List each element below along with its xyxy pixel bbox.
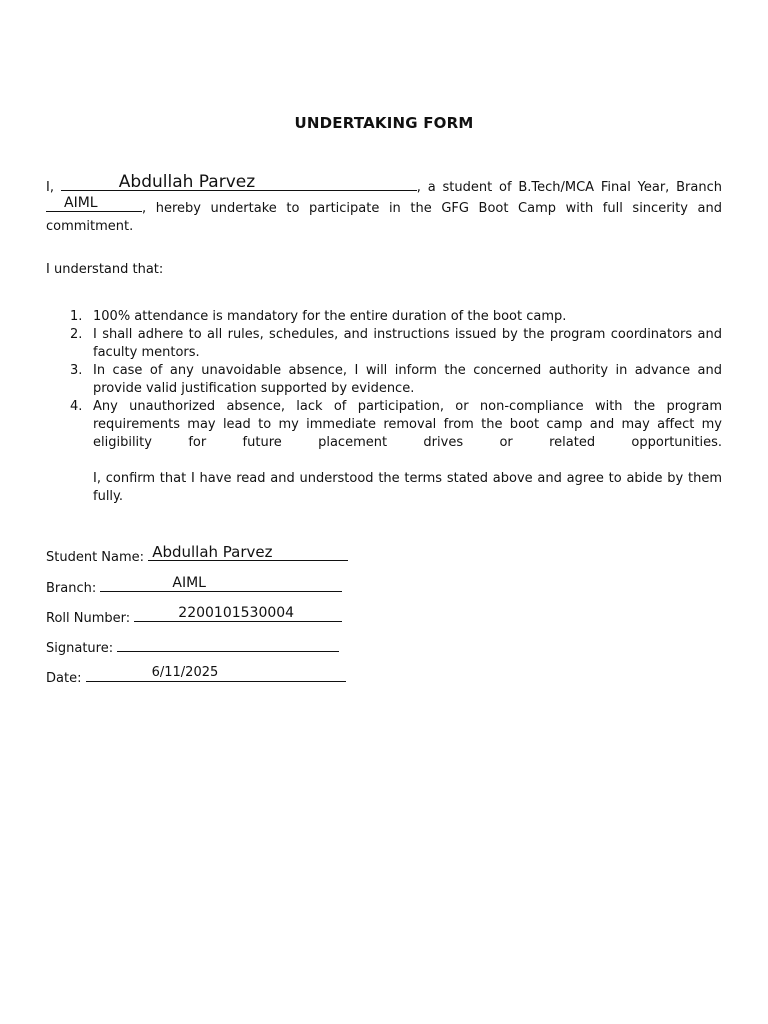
student-name-field[interactable] [148,543,348,561]
intro-paragraph [46,172,722,236]
confirmation-statement: I, confirm that I have read and understood the terms stated above and agree to abide by them fully. [93,471,722,504]
condition-number: 2. [70,327,83,342]
intro-name-blank[interactable] [61,172,417,192]
form-title: UNDERTAKING FORM [294,114,474,132]
condition-item [46,362,722,398]
condition-item [46,326,722,362]
understand-heading: I understand that: [46,262,164,277]
condition-item [46,308,722,326]
branch-field[interactable] [100,577,342,592]
date-value: 6/11/2025 [151,665,219,680]
intro-branch-label: Branch [676,180,722,195]
branch-row [46,577,342,595]
intro-after-name: , a student of B.Tech/MCA Final Year, [416,180,670,195]
signature-row [46,637,339,655]
intro-name-value: Abdullah Parvez [118,172,256,192]
condition-text: I shall adhere to all rules, schedules, and instructions issued by the program coordinators and faculty mentors. [93,327,722,360]
condition-number: 1. [70,309,83,324]
date-row [46,667,346,685]
roll-number-row [46,607,342,625]
signature-field[interactable] [117,637,339,652]
date-label: Date: [46,671,82,686]
student-name-label: Student Name: [46,550,145,565]
roll-number-field[interactable] [134,607,342,622]
student-name-value: Abdullah Parvez [152,543,273,561]
condition-text: 100% attendance is mandatory for the entire duration of the boot camp. [93,309,567,324]
intro-after-branch: , hereby undertake to participate in the GFG Boot Camp with full sincerity and commitment. [46,201,722,234]
student-name-row [46,543,348,565]
conditions-list [46,308,722,452]
condition-item [46,398,722,452]
branch-value: AIML [172,575,206,591]
intro-branch-value: AIML [64,195,98,211]
intro-branch-blank[interactable] [46,197,142,212]
condition-number: 3. [70,363,83,378]
roll-number-label: Roll Number: [46,611,131,626]
condition-text: Any unauthorized absence, lack of participation, or non-compliance with the program requirements may lead to my immediate removal from the boot camp and may affect my eligibility for future placement drives or related opportunities. [93,399,722,450]
roll-number-value: 2200101530004 [178,605,295,621]
condition-text: In case of any unavoidable absence, I will inform the concerned authority in advance and provide valid justification supported by evidence. [93,363,722,396]
branch-label: Branch: [46,581,97,596]
condition-number: 4. [70,399,83,414]
date-field[interactable] [86,667,346,682]
intro-prefix: I, [46,180,54,195]
signature-label: Signature: [46,641,114,656]
